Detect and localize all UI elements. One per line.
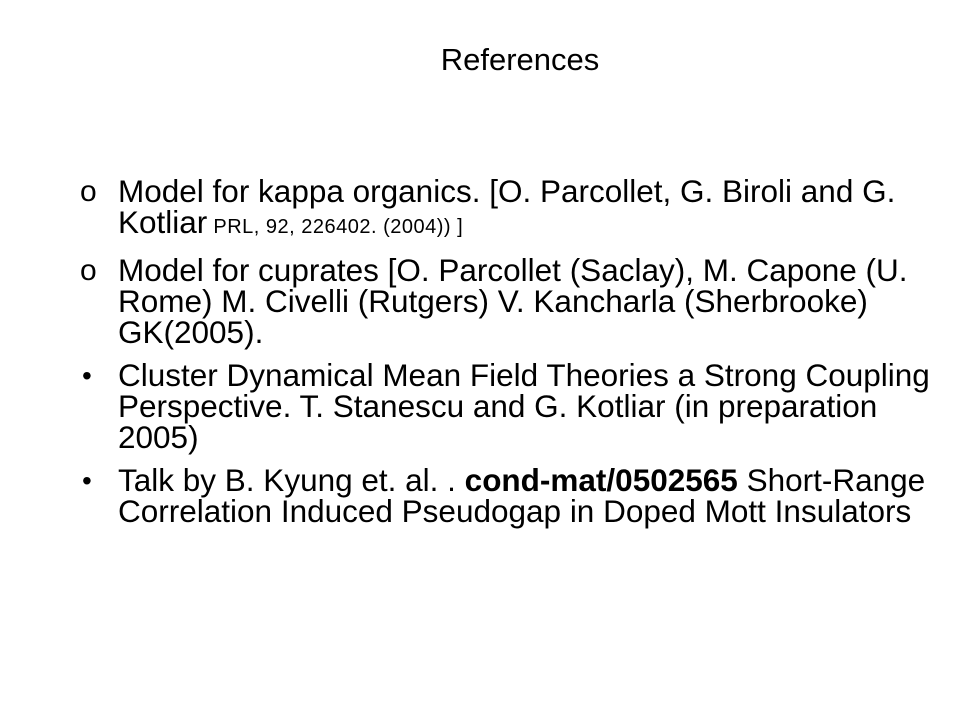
hollow-bullet-icon: o <box>80 254 97 287</box>
arxiv-identifier: cond-mat/0502565 <box>464 462 738 498</box>
reference-text: Cluster Dynamical Mean Field Theories a Strong Coupling Perspective. T. Stanescu and G. Kotliar (in preparation 2005) <box>118 357 930 455</box>
hollow-bullet-icon: o <box>80 175 97 208</box>
reference-item-cuprates <box>80 252 940 350</box>
reference-item-kappa-organics <box>80 173 940 243</box>
reference-citation: PRL, 92, 226402. (2004)) ] <box>207 216 464 238</box>
reference-text: Model for kappa organics. [O. Parcollet, G. Biroli and G. Kotliar <box>118 173 896 240</box>
reference-text-before: Talk by B. Kyung et. al. . <box>118 462 465 498</box>
reference-item-kyung-talk <box>80 462 940 529</box>
references-list <box>80 173 940 539</box>
reference-text: Model for cuprates [O. Parcollet (Saclay), M. Capone (U. Rome) M. Civelli (Rutgers) V. Kancharla (Sherbrooke) GK(2005). <box>118 252 908 350</box>
slide-title: References <box>440 42 600 77</box>
reference-item-cluster-dmft <box>80 357 940 455</box>
bullet-dot-icon: • <box>82 360 92 391</box>
reference-text-after: Short-Range Correlation Induced Pseudogap in Doped Mott Insulators <box>118 462 926 529</box>
bullet-dot-icon: • <box>82 465 92 496</box>
